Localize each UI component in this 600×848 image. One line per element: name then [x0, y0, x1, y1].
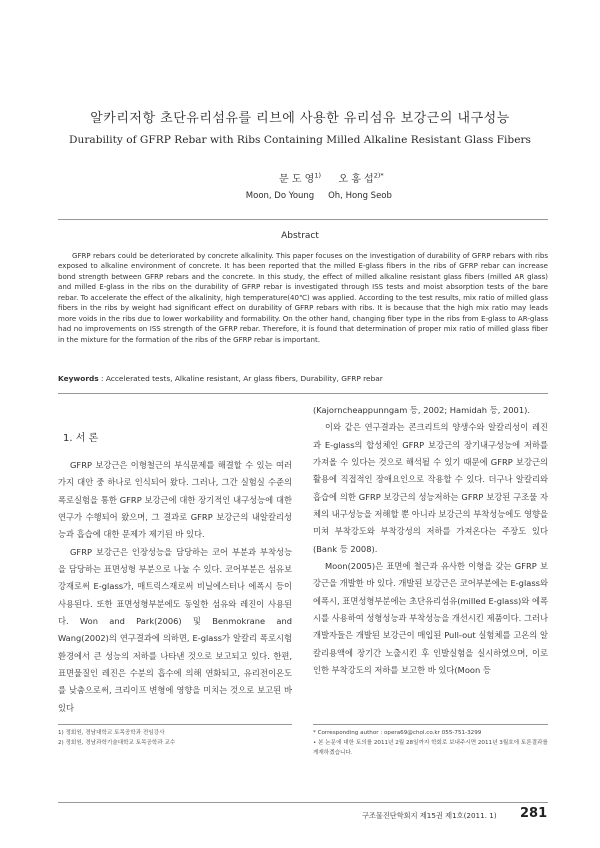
journal-citation: 구조물진단학회지 제15권 제1호(2011. 1) — [362, 811, 497, 820]
corresponding-author-note: * Corresponding author : opera69@chol.co.kr 055-751-3299 — [313, 730, 482, 736]
footnote-rule-right — [313, 724, 548, 725]
footnotes-right — [313, 728, 548, 758]
section-heading-introduction: 1. 서 론 — [63, 433, 99, 444]
abstract-top-rule — [58, 219, 548, 220]
paper-title-korean: 알카리저항 초단유리섬유를 리브에 사용한 유리섬유 보강근의 내구성능 — [90, 111, 510, 126]
abstract-heading: Abstract — [281, 231, 319, 241]
footnote: 2) 정회원, 경남과학기술대학교 토목공학과 교수 — [58, 740, 176, 746]
author-1-name-en: Moon, Do Young — [245, 191, 315, 201]
paragraph: Moon(2005)은 표면에 철근과 유사한 이형을 갖는 GFRP 보강근을 개발한 바 있다. 개발된 보강근은 코어부분에는 E-glass와 에폭시, 표면성형부분에는 초단유리섬유(milled E-glass)와 에폭시를 사용하여 성형성능과 부착성능을 개선시킨 제품이다. 그러나 개발자들은 개발된 보강근이 매입된 Pull-out 실험체를 고온의 알칼리용액에 장기간 노출시킨 후 인발실험을 실시하였으며, 이로 인한 부착강도의 저하를 보고한 바 있다(Moon 등 — [313, 561, 548, 676]
footnote: 1) 정회원, 경남대학교 토목공학과 전임강사 — [58, 730, 165, 736]
discussion-note: • 본 논문에 대한 토의를 2011년 2월 28일까지 학회로 보내주시면 2011년 3월호에 토론결과를 게재하겠습니다. — [313, 740, 548, 756]
footnotes-left — [58, 728, 292, 748]
abstract-bottom-rule — [58, 393, 548, 394]
right-column — [313, 402, 548, 680]
paragraph: (Kajorncheappunngam 등, 2002; Hamidah 등, 2001). — [313, 405, 530, 415]
footnote-rule-left — [58, 724, 292, 725]
author-2-name: 오 홍 섭$^{2)*}$ — [338, 171, 384, 185]
paragraph: GFRP 보강근은 인장성능을 담당하는 코어 부분과 부착성능을 담당하는 표면성형 부분으로 나눌 수 있다. 코어부분은 섬유보강재로써 E-glass가, 매트릭스재로써 비닐에스터나 에폭시 등이 사용된다. 또한 표면성형부분에도 동일한 섬유와 레진이 사용된다. Won and Park(2006) 및 Benmokrane and Wang(2002)의 연구결과에 의하면, E-glass가 알칼리 폭로시험환경에서 큰 성능의 저하를 나타낸 것으로 보고되고 있다. 한편, 표면물질인 레진은 수분의 흡수에 의해 연화되고, 유리전이온도를 낮춤으로써, 크리이프 변형에 영향을 미치는 것으로 보고된 바 있다 — [58, 546, 292, 713]
page-number: 281 — [520, 806, 548, 821]
paragraph: 이와 같은 연구결과는 콘크리트의 양생수와 알칼리성이 레진과 E-glass의 합성체인 GFRP 보강근의 장기내구성능에 저하를 가져올 수 있다는 것으로 해석될 수 있기 때문에 GFRP 보강근의 활용에 직접적인 장애요인으로 작용할 수 있다. 더구나 알칼리와 흡습에 의한 GFRP 보강근의 성능저하는 GFRP 보강된 구조물 자체의 내구성능을 저해할 뿐 아니라 보강근의 부착성능에도 영향을 미쳐 부착강도와 부착강성의 저하를 가져온다는 주장도 있다(Bank 등 2008). — [313, 422, 548, 554]
keywords — [58, 374, 548, 383]
footer-rule — [58, 802, 548, 803]
paragraph: GFRP 보강근은 이형철근의 부식문제를 해결할 수 있는 여러 가지 대안 중 하나로 인식되어 왔다. 그러나, 그간 실험실 수준의 폭로실험을 통한 GFRP 보강근에 대한 장기적인 내구성능에 대한 연구가 수행되어 왔으며, 그 결과로 GFRP 보강근의 내알칼리성능과 흡습에 대한 문제가 제기된 바 있다. — [58, 460, 292, 540]
left-column — [58, 457, 292, 717]
keywords-list: : Accelerated tests, Alkaline resistant, Ar glass fibers, Durability, GFRP rebar — [101, 374, 383, 383]
abstract-text: GFRP rebars could be deteriorated by concrete alkalinity. This paper focuses on the investigation of durability of GFRP rebars with ribs exposed to alkaline environment of concrete. It has been reported that the milled E-glass fibers in the ribs of GFRP rebar can increase bond strength between GFRP rebars and the concrete. In this study, the effect of milled alkaline resistant glass fibers (milled AR glass) and milled E-glass in the ribs on the durability of GFRP rebar is investigated through ISS tests and moist absorption tests of the bare rebar. To accelerate the effect of the alkalinity, high temperature(40℃) was applied. According to the test results, mix ratio of milled glass fibers in the ribs by weight had significant effect on durability of GFRP rebars with ribs. It is because that the high mix ratio may leads more voids in the ribs due to lower workability and formability. On the other hand, changing fiber type in the ribs from E-glass to AR-glass had no improvements on ISS strength of the GFRP rebar. Therefore, it is found that determination of proper mix ratio of milled glass fiber in the mixture for the formation of the ribs of the GFRP rebar is important. — [58, 251, 548, 344]
keywords-label: Keywords — [58, 374, 99, 383]
paper-title-english: Durability of GFRP Rebar with Ribs Containing Milled Alkaline Resistant Glass Fibers — [69, 134, 531, 146]
author-1-name: 문 도 영$^{1)}$ — [278, 171, 321, 185]
author-2-name-en: Oh, Hong Seob — [328, 191, 392, 201]
